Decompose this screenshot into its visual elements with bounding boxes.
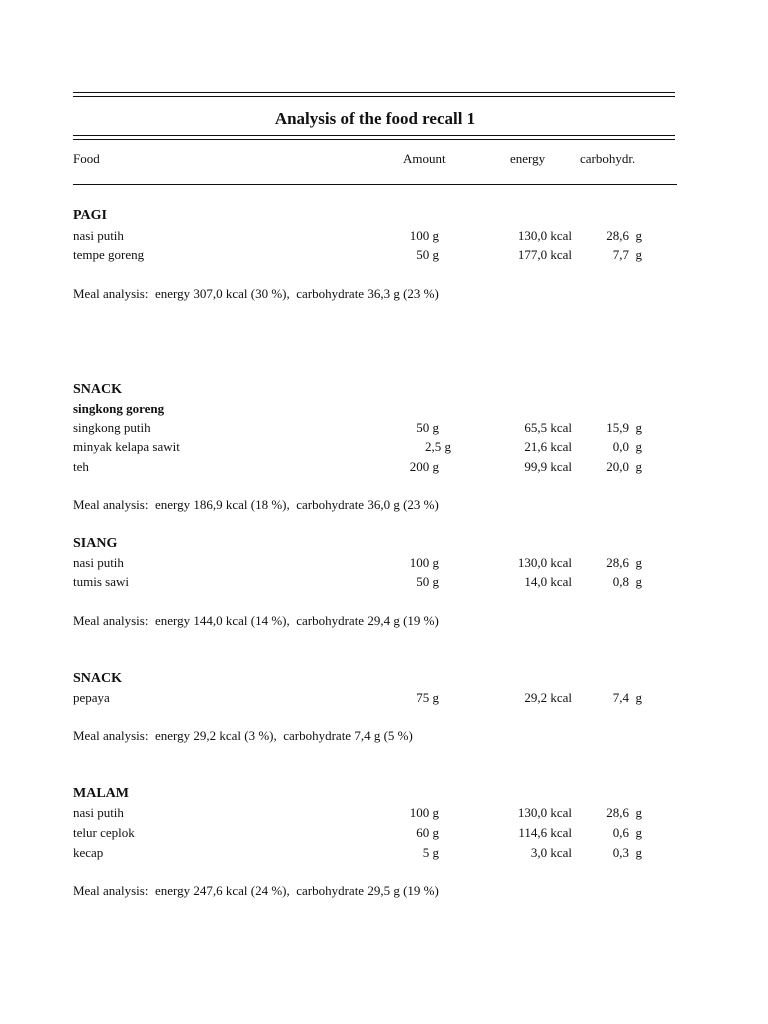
meal-analysis: Meal analysis: energy 307,0 kcal (30 %), carbohydrate 36,3 g (23 %)	[73, 286, 439, 301]
food-energy: 29,2 kcal	[524, 690, 572, 705]
food-name: minyak kelapa sawit	[73, 439, 180, 454]
food-energy: 114,6 kcal	[518, 825, 572, 840]
food-amount: 50 g	[416, 247, 439, 262]
food-energy: 177,0 kcal	[517, 247, 572, 262]
food-carb: 28,6 g	[606, 228, 642, 243]
food-carb: 28,6 g	[606, 555, 642, 570]
section-heading: SNACK	[73, 382, 123, 397]
section-heading: PAGI	[73, 208, 107, 223]
food-name: singkong putih	[73, 420, 151, 435]
food-carb: 7,7 g	[612, 247, 642, 262]
food-energy: 21,6 kcal	[524, 439, 572, 454]
food-energy: 65,5 kcal	[524, 420, 572, 435]
food-energy: 3,0 kcal	[530, 845, 572, 860]
food-name: nasi putih	[73, 805, 124, 820]
food-carb: 7,4 g	[612, 690, 642, 705]
food-carb: 28,6 g	[606, 805, 642, 820]
page-title: Analysis of the food recall 1	[274, 109, 476, 128]
food-amount: 60 g	[416, 825, 439, 840]
food-name: kecap	[73, 845, 104, 860]
food-name: tempe goreng	[73, 247, 145, 262]
food-amount: 100 g	[409, 228, 439, 243]
food-energy: 130,0 kcal	[517, 805, 572, 820]
food-amount: 50 g	[416, 420, 439, 435]
food-amount: 200 g	[409, 459, 439, 474]
meal-analysis: Meal analysis: energy 186,9 kcal (18 %), carbohydrate 36,0 g (23 %)	[73, 497, 439, 512]
food-amount: 50 g	[416, 574, 439, 589]
section-heading: SNACK	[73, 671, 123, 686]
header-amount: Amount	[403, 151, 446, 166]
header-food: Food	[73, 151, 100, 166]
food-carb: 20,0 g	[606, 459, 642, 474]
title-double-rule	[73, 135, 675, 140]
header-carbohydr: carbohydr.	[580, 151, 636, 166]
food-amount: 100 g	[409, 805, 439, 820]
food-name: nasi putih	[73, 228, 124, 243]
meal-analysis: Meal analysis: energy 144,0 kcal (14 %), carbohydrate 29,4 g (19 %)	[73, 613, 439, 628]
top-double-rule	[73, 92, 675, 97]
section-heading: MALAM	[73, 786, 129, 801]
food-energy: 99,9 kcal	[524, 459, 572, 474]
food-name: teh	[73, 459, 89, 474]
food-energy: 130,0 kcal	[517, 228, 572, 243]
food-energy: 130,0 kcal	[517, 555, 572, 570]
food-carb: 15,9 g	[606, 420, 642, 435]
food-name: tumis sawi	[73, 574, 129, 589]
meal-analysis: Meal analysis: energy 247,6 kcal (24 %), carbohydrate 29,5 g (19 %)	[73, 883, 439, 898]
section-heading: SIANG	[73, 536, 118, 551]
food-carb: 0,3 g	[612, 845, 642, 860]
food-amount: 2,5 g	[425, 439, 451, 454]
food-energy: 14,0 kcal	[524, 574, 572, 589]
food-carb: 0,6 g	[612, 825, 642, 840]
food-name: nasi putih	[73, 555, 124, 570]
food-carb: 0,0 g	[612, 439, 642, 454]
header-rule	[73, 184, 677, 185]
meal-analysis: Meal analysis: energy 29,2 kcal (3 %), carbohydrate 7,4 g (5 %)	[73, 728, 413, 743]
food-name: telur ceplok	[73, 825, 135, 840]
food-amount: 75 g	[416, 690, 439, 705]
recipe-subheading: singkong goreng	[73, 401, 165, 416]
food-carb: 0,8 g	[612, 574, 642, 589]
food-name: pepaya	[73, 690, 110, 705]
header-energy: energy	[510, 151, 546, 166]
food-amount: 100 g	[409, 555, 439, 570]
food-amount: 5 g	[422, 845, 439, 860]
